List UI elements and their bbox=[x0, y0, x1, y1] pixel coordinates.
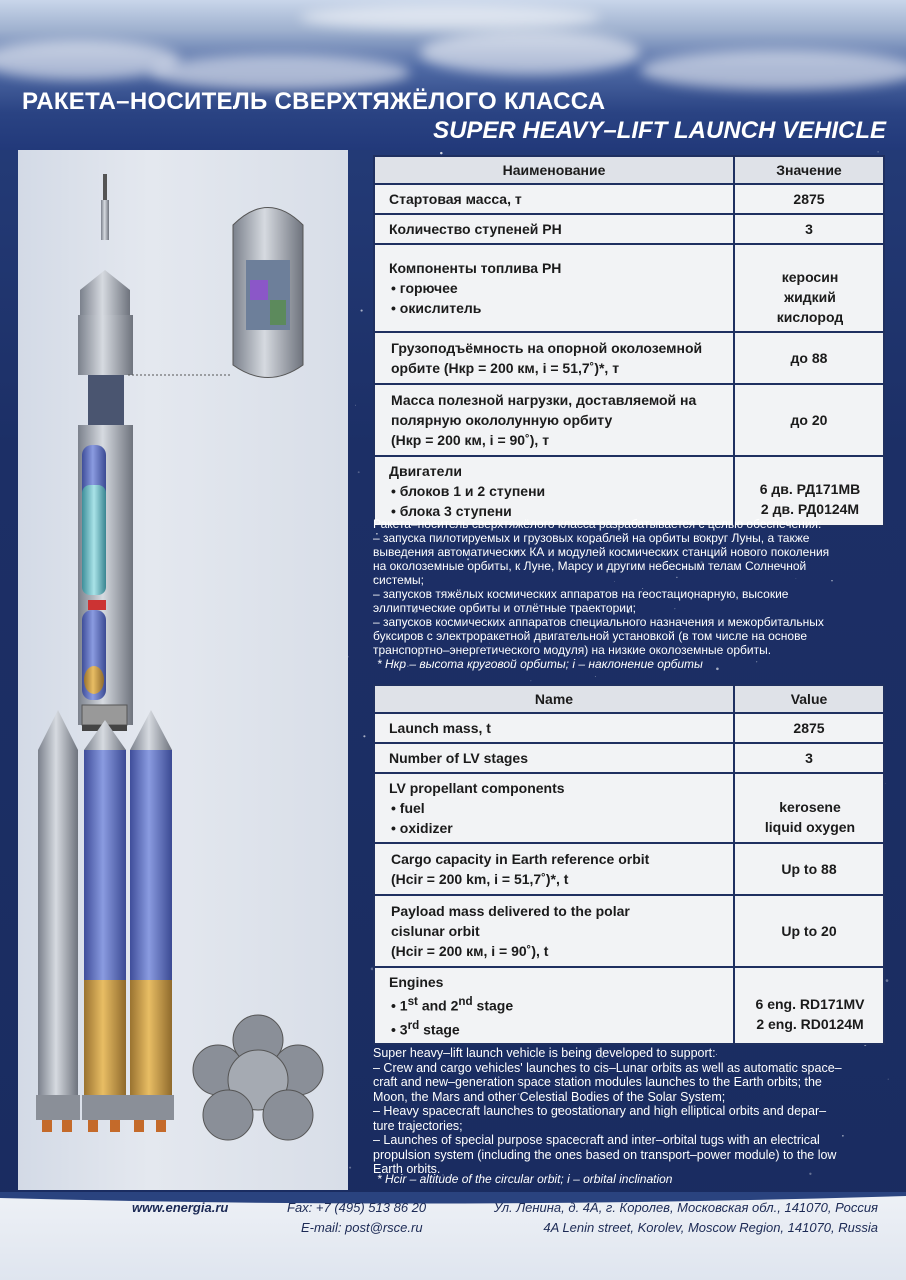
text-line: – Crew and cargo vehicles' launches to cis–Lunar orbits as well as automatic space– bbox=[373, 1060, 842, 1075]
column-header-value: Value bbox=[734, 685, 884, 713]
star-dot bbox=[361, 310, 363, 312]
column-header-name: Наименование bbox=[374, 156, 734, 184]
row-name-cont: орбите (Нкр = 200 км, i = 51,7˚)*, т bbox=[391, 360, 620, 376]
star-dot bbox=[877, 151, 878, 152]
specs-table-russian bbox=[373, 155, 885, 527]
row-name-cell bbox=[374, 384, 734, 456]
title-russian: РАКЕТА–НОСИТЕЛЬ СВЕРХТЯЖЁЛОГО КЛАССА bbox=[22, 88, 606, 115]
row-name: Cargo capacity in Earth reference orbit bbox=[391, 851, 650, 867]
table-row bbox=[374, 184, 884, 214]
star-dot bbox=[440, 152, 442, 154]
table-row bbox=[374, 967, 884, 1044]
booster-left bbox=[36, 710, 80, 1132]
row-value: до 88 bbox=[734, 332, 884, 384]
website-link[interactable]: www.energia.ru bbox=[132, 1200, 229, 1215]
text-line: на околоземные орбиты, к Луне, Марсу и другим небесным телам Солнечной bbox=[373, 559, 807, 573]
row-value: 6 дв. РД171МВ bbox=[759, 481, 861, 497]
row-value: до 20 bbox=[734, 384, 884, 456]
row-name: Engines bbox=[389, 974, 444, 990]
email-link[interactable]: E-mail: post@rsce.ru bbox=[301, 1220, 423, 1235]
sub-text: • 3 bbox=[391, 1021, 408, 1038]
table-row bbox=[374, 332, 884, 384]
star-dot bbox=[888, 1079, 889, 1080]
row-value: 3 bbox=[734, 214, 884, 244]
superscript: st bbox=[407, 995, 418, 1008]
star-dot bbox=[358, 471, 360, 473]
row-name: Масса полезной нагрузки, доставляемой на bbox=[391, 392, 697, 408]
row-sub-item: • блока 3 ступени bbox=[391, 503, 512, 519]
row-name-cell bbox=[374, 773, 734, 843]
row-value: liquid oxygen bbox=[764, 819, 856, 835]
table-header-row bbox=[374, 156, 884, 184]
star-dot bbox=[886, 979, 889, 982]
text-line: Ракета–носитель сверхтяжёлого класса разрабатывается с целью обеспечения: bbox=[373, 517, 822, 531]
row-sub-item bbox=[389, 992, 719, 1016]
row-value: жидкий кислород bbox=[776, 289, 844, 325]
engine-bottom-view bbox=[193, 1015, 323, 1140]
description-english bbox=[373, 1046, 885, 1177]
row-value: 2875 bbox=[734, 713, 884, 743]
row-name-cont: cislunar orbit bbox=[391, 923, 480, 939]
description-russian bbox=[373, 517, 885, 657]
row-name: Количество ступеней РН bbox=[374, 214, 734, 244]
star-dot bbox=[348, 656, 349, 658]
row-value: 2 eng. RD0124M bbox=[756, 1015, 864, 1032]
table-row bbox=[374, 384, 884, 456]
row-value: 6 eng. RD171MV bbox=[755, 995, 865, 1012]
table-header-row bbox=[374, 685, 884, 713]
row-value: Up to 20 bbox=[734, 895, 884, 967]
star-dot bbox=[716, 668, 719, 671]
text-line: – Heavy spacecraft launches to geostationary and high elliptical orbits and depar– bbox=[373, 1104, 827, 1118]
row-name-cell bbox=[374, 967, 734, 1044]
row-value: керосин bbox=[781, 269, 839, 285]
table-row bbox=[374, 773, 884, 843]
text-line: транспортно–энергетического модуля) на низкие околоземные орбиты. bbox=[373, 643, 772, 657]
row-sub-item: • горючее bbox=[391, 280, 458, 296]
text-line: craft and new–generation space station modules launches to the Earth orbits; the bbox=[373, 1075, 822, 1089]
table-row bbox=[374, 244, 884, 332]
row-name-cell bbox=[374, 244, 734, 332]
row-value: Up to 88 bbox=[734, 843, 884, 895]
row-name-cell bbox=[374, 332, 734, 384]
row-sub-item: • fuel bbox=[391, 800, 425, 816]
sub-text: stage bbox=[472, 997, 514, 1014]
row-name: Number of LV stages bbox=[374, 743, 734, 773]
row-name-cont: (Hcir = 200 км, i = 90˚), t bbox=[391, 943, 549, 959]
text-line: Earth orbits. bbox=[373, 1162, 441, 1176]
footnote-russian: * Нкр – высота круговой орбиты; i – наклонение орбиты bbox=[377, 657, 703, 671]
table-row bbox=[374, 895, 884, 967]
booster-center bbox=[82, 720, 128, 1132]
star-dot bbox=[531, 680, 532, 681]
row-name-cont: (Нкр = 200 км, i = 90˚), т bbox=[391, 432, 550, 448]
text-line: буксиров с электроракетной двигательной установкой (в том числе на основе bbox=[373, 629, 808, 643]
address-russian: Ул. Ленина, д. 4А, г. Королев, Московская обл., 141070, Россия bbox=[493, 1200, 878, 1215]
sub-text: stage bbox=[419, 1021, 460, 1038]
row-value: 2 дв. РД0124М bbox=[760, 501, 860, 517]
footnote-english: * Hcir – altitude of the circular orbit; i – orbital inclination bbox=[377, 1172, 673, 1186]
row-name-cell bbox=[374, 895, 734, 967]
table-row bbox=[374, 214, 884, 244]
rocket-illustration bbox=[18, 150, 348, 1190]
row-value-cell bbox=[734, 967, 884, 1044]
sub-text: and 2 bbox=[417, 997, 459, 1014]
star-dot bbox=[349, 1167, 351, 1169]
table-row bbox=[374, 743, 884, 773]
star-dot bbox=[595, 676, 596, 677]
text-line: propulsion system (including the ones based on transport–power module) to the low bbox=[373, 1147, 837, 1162]
row-value-cell bbox=[734, 773, 884, 843]
row-name: Payload mass delivered to the polar bbox=[391, 903, 630, 919]
column-header-name: Name bbox=[374, 685, 734, 713]
column-header-value: Значение bbox=[734, 156, 884, 184]
booster-right bbox=[128, 710, 174, 1132]
text-line: системы; bbox=[373, 573, 424, 587]
star-dot bbox=[512, 1188, 513, 1189]
superscript: rd bbox=[407, 1018, 420, 1032]
row-value-cell bbox=[734, 244, 884, 332]
address-english: 4A Lenin street, Korolev, Moscow Region, 141070, Russia bbox=[543, 1220, 878, 1235]
row-sub-item: • блоков 1 и 2 ступени bbox=[391, 483, 546, 499]
row-sub-item bbox=[389, 1016, 719, 1040]
row-name-cell bbox=[374, 456, 734, 526]
row-name: LV propellant components bbox=[389, 780, 565, 796]
row-name-cont: (Hcir = 200 km, i = 51,7˚)*, t bbox=[391, 871, 569, 887]
star-dot bbox=[756, 661, 757, 662]
table-row bbox=[374, 456, 884, 526]
title-english: SUPER HEAVY–LIFT LAUNCH VEHICLE bbox=[433, 117, 886, 144]
row-value: 2875 bbox=[734, 184, 884, 214]
star-dot bbox=[355, 405, 356, 406]
row-name: Двигатели bbox=[389, 463, 462, 479]
text-line: – запусков тяжёлых космических аппаратов на геостационарную, высокие bbox=[373, 587, 789, 601]
row-value-cell bbox=[734, 456, 884, 526]
sub-text: • 1 bbox=[391, 997, 408, 1014]
text-line: ture trajectories; bbox=[373, 1118, 463, 1133]
row-name: Компоненты топлива РН bbox=[389, 260, 562, 276]
row-value: 3 bbox=[734, 743, 884, 773]
text-line: – запусков космических аппаратов специального назначения и межорбитальных bbox=[373, 615, 824, 629]
row-name: Грузоподъёмность на опорной околоземной bbox=[391, 340, 703, 356]
text-line: эллиптические орбиты и отлётные траектории; bbox=[373, 601, 636, 615]
row-sub-item: • окислитель bbox=[391, 300, 482, 316]
star-dot bbox=[363, 735, 365, 737]
text-line: – запуска пилотируемых и грузовых кораблей на орбиты вокруг Луны, а также bbox=[373, 531, 810, 545]
text-line: – Launches of special purpose spacecraft and inter–orbital tugs with an electrical bbox=[373, 1133, 820, 1147]
central-core bbox=[78, 174, 133, 731]
row-name-cont: полярную окололунную орбиту bbox=[391, 412, 613, 428]
superscript: nd bbox=[458, 995, 473, 1008]
fax-number: Fax: +7 (495) 513 86 20 bbox=[287, 1200, 427, 1215]
row-sub-item: • oxidizer bbox=[391, 820, 453, 836]
text-line: Super heavy–lift launch vehicle is being developed to support: bbox=[373, 1046, 716, 1060]
payload-fairing bbox=[128, 208, 303, 378]
specs-table-english bbox=[373, 684, 885, 1045]
row-value: kerosene bbox=[779, 799, 841, 815]
row-name-cell bbox=[374, 843, 734, 895]
text-line: выведения автоматических КА и модулей космических станций нового поколения bbox=[373, 545, 830, 559]
row-name: Launch mass, t bbox=[374, 713, 734, 743]
row-name: Стартовая масса, т bbox=[374, 184, 734, 214]
text-line: Moon, the Mars and other Celestial Bodies of the Solar System; bbox=[373, 1089, 726, 1104]
table-row bbox=[374, 843, 884, 895]
table-row bbox=[374, 713, 884, 743]
